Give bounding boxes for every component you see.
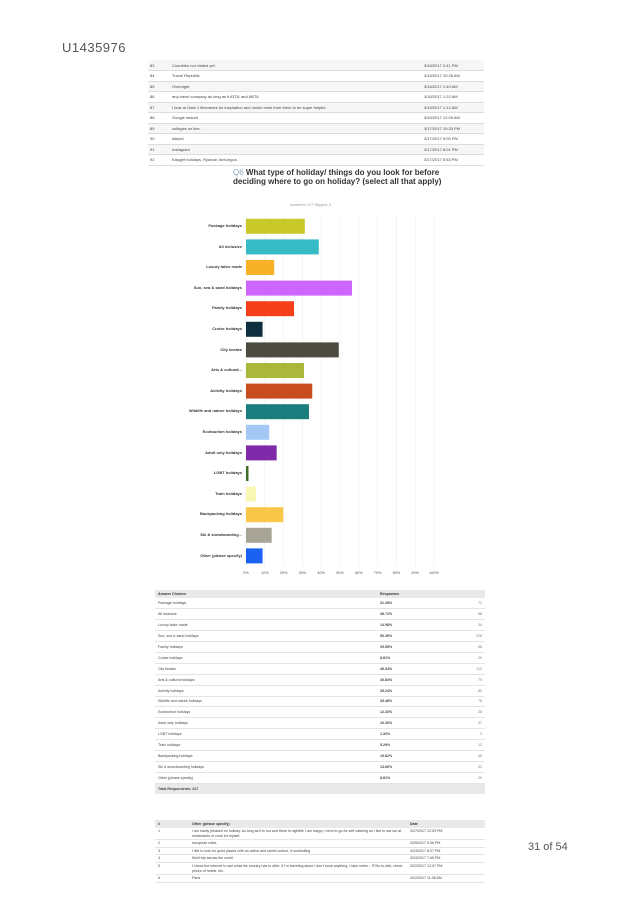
x-tick-label: 70% xyxy=(373,571,382,576)
previous-responses-table xyxy=(148,60,484,166)
bar xyxy=(246,363,304,378)
table-row xyxy=(155,609,485,620)
header-number: # xyxy=(155,820,189,828)
row-number: 84 xyxy=(148,71,170,82)
header-answer-choices: Answer Choices xyxy=(155,590,377,598)
table-row xyxy=(155,750,485,761)
bar xyxy=(246,466,248,481)
table-row xyxy=(155,663,485,674)
row-date: 3/16/2017 1:22 AM xyxy=(422,92,484,103)
table-row xyxy=(155,631,485,642)
row-text: Easyjet holidays, Ryanair, AerLingus. xyxy=(170,155,422,166)
total-row xyxy=(155,783,485,794)
row-number: 5 xyxy=(155,862,189,874)
table-row xyxy=(155,761,485,772)
x-tick-label: 20% xyxy=(279,571,288,576)
row-date: 3/22/2017 12:07 PM xyxy=(407,862,485,874)
bar xyxy=(246,548,263,563)
response-count: 37 xyxy=(435,718,485,729)
category-label: Cruise holidays xyxy=(212,325,242,331)
answer-choice: Family holidays xyxy=(155,642,377,653)
bar xyxy=(246,487,256,502)
table-row xyxy=(155,642,485,653)
table-row xyxy=(155,862,485,874)
answer-choice: Cruise holidays xyxy=(155,652,377,663)
row-date: 3/17/2017 8:01 PM xyxy=(422,144,484,155)
table-row xyxy=(148,155,484,166)
x-tick-label: 0% xyxy=(243,571,249,576)
answer-choice: Adult only holidays xyxy=(155,718,377,729)
row-number: 88 xyxy=(148,113,170,124)
x-tick-label: 80% xyxy=(392,571,401,576)
row-number: 3 xyxy=(155,847,189,855)
response-percent: 25.55% xyxy=(377,642,435,653)
response-percent: 5.29% xyxy=(377,740,435,751)
row-number: 1 xyxy=(155,828,189,840)
row-number: 83 xyxy=(148,60,170,71)
row-number: 91 xyxy=(148,144,170,155)
row-date: 3/25/2017 9:36 PM xyxy=(407,840,485,848)
question-title xyxy=(233,168,443,187)
response-percent: 12.33% xyxy=(377,707,435,718)
answer-choice: Wildlife and nature holidays xyxy=(155,696,377,707)
total-respondents: Total Respondents: 227 xyxy=(155,783,485,794)
row-date: 3/17/2017 6:53 PM xyxy=(422,155,484,166)
response-percent: 31.28% xyxy=(377,598,435,609)
response-count: 20 xyxy=(435,652,485,663)
response-count: 12 xyxy=(435,740,485,751)
category-label: Family holidays xyxy=(211,305,242,311)
row-number: 90 xyxy=(148,134,170,145)
table-row xyxy=(155,652,485,663)
answer-choice: City breaks xyxy=(155,663,377,674)
row-number: 89 xyxy=(148,123,170,134)
category-label: All inclusive xyxy=(218,243,242,249)
table-row xyxy=(148,134,484,145)
table-row xyxy=(148,60,484,71)
table-row xyxy=(148,81,484,92)
question-number: Q6 xyxy=(233,168,244,177)
row-text: Travel Republic xyxy=(170,71,422,82)
table-row xyxy=(155,772,485,783)
x-tick-label: 60% xyxy=(354,571,363,576)
row-date: 3/22/2017 11:06 AM xyxy=(407,875,485,883)
category-label: Ecotourism holidays xyxy=(202,428,242,434)
other-specify-table xyxy=(155,820,485,883)
answer-choice: Activity holidays xyxy=(155,685,377,696)
answer-choice: Backpacking holidays xyxy=(155,750,377,761)
category-label: Activity holidays xyxy=(210,387,242,393)
answer-choice: Ski & snowboarding holidays xyxy=(155,761,377,772)
table-row xyxy=(155,696,485,707)
answer-choice: Luxury tailor made xyxy=(155,620,377,631)
answer-choices-table xyxy=(155,590,485,794)
x-tick-label: 30% xyxy=(298,571,307,576)
row-date: 3/24/2017 8:27 PM xyxy=(407,847,485,855)
response-count: 31 xyxy=(435,761,485,772)
row-text: I am easily pleased on holiday. As long as it is hot and there is nightlife I am happy. I tend to go for self catering as I like to eat out at restaurants or cook for myself. xyxy=(189,828,407,840)
answer-choice: Train holidays xyxy=(155,740,377,751)
response-count: 3 xyxy=(435,729,485,740)
bar xyxy=(246,301,294,316)
row-date: 3/16/2017 1:12 AM xyxy=(422,102,484,113)
row-date: 3/16/2017 2:41 PM xyxy=(422,60,484,71)
category-label: Wildlife and nature holidays xyxy=(188,408,242,414)
row-text: I check the internet to see what the country has to offer. If I'm traveling alone I don't book anything. I take notes... POIs to visit, check prices of hotels, etc. xyxy=(189,862,407,874)
row-text: istepid xyxy=(170,134,422,145)
x-tick-label: 90% xyxy=(411,571,419,576)
response-count: 20 xyxy=(435,772,485,783)
response-percent: 49.34% xyxy=(377,663,435,674)
row-text: I look at Gate 1 itineraries for inspiration and model mine from them to be super helpful xyxy=(170,102,422,113)
response-count: 88 xyxy=(435,609,485,620)
answered-skipped: Answered: 227 Skipped: 8 xyxy=(290,203,331,207)
table-row xyxy=(148,144,484,155)
table-row xyxy=(148,92,484,103)
answer-choice: All inclusive xyxy=(155,609,377,620)
answer-choice: Arts & cultural holidays xyxy=(155,674,377,685)
x-tick-label: 50% xyxy=(336,571,344,576)
response-count: 45 xyxy=(435,750,485,761)
row-date: 3/16/2017 1:40 AM xyxy=(422,81,484,92)
header-date: Date xyxy=(407,820,485,828)
category-label: Arts & cultural... xyxy=(211,367,242,373)
bar xyxy=(246,445,277,460)
response-count: 80 xyxy=(435,685,485,696)
table-row xyxy=(155,875,485,883)
row-date: 3/17/2017 9:00 PM xyxy=(422,134,484,145)
row-text: Countries not visited yet xyxy=(170,60,422,71)
holiday-type-bar-chart xyxy=(140,208,450,578)
row-number: 2 xyxy=(155,840,189,848)
response-percent: 13.66% xyxy=(377,761,435,772)
table-row xyxy=(155,707,485,718)
answer-choice: Other (please specify) xyxy=(155,772,377,783)
table-row xyxy=(155,855,485,863)
row-number: 92 xyxy=(148,155,170,166)
bar xyxy=(246,260,274,275)
answer-choice: Package holidays xyxy=(155,598,377,609)
response-count: 28 xyxy=(435,707,485,718)
row-text: Paris xyxy=(189,875,407,883)
bar xyxy=(246,507,283,522)
category-label: Other (please specify) xyxy=(200,552,242,558)
table-row xyxy=(155,828,485,840)
category-label: Luxury tailor made xyxy=(206,264,242,270)
answer-choice: Sun, sea & sand holidays xyxy=(155,631,377,642)
response-percent: 38.72% xyxy=(377,609,435,620)
question-text: What type of holiday/ things do you look for before deciding where to go on holiday? (select all that apply) xyxy=(233,168,442,187)
table-row xyxy=(155,620,485,631)
response-percent: 1.32% xyxy=(377,729,435,740)
response-count: 128 xyxy=(435,631,485,642)
row-number: 4 xyxy=(155,855,189,863)
x-tick-label: 100% xyxy=(429,571,439,576)
row-number: 6 xyxy=(155,875,189,883)
row-text: I like to look for quiet places with an active and sweet culture, if snorkelling xyxy=(189,847,407,855)
x-tick-label: 10% xyxy=(260,571,269,576)
table-row xyxy=(148,113,484,124)
response-percent: 8.81% xyxy=(377,772,435,783)
header-count xyxy=(435,590,485,598)
row-text: european cities xyxy=(189,840,407,848)
response-percent: 8.81% xyxy=(377,652,435,663)
bar xyxy=(246,528,272,543)
response-percent: 33.48% xyxy=(377,696,435,707)
table-row xyxy=(148,102,484,113)
response-count: 58 xyxy=(435,642,485,653)
document-id: U1435976 xyxy=(62,40,126,55)
category-label: City breaks xyxy=(220,346,242,352)
row-date: 3/16/2017 12:06 AM xyxy=(422,113,484,124)
table-row xyxy=(155,718,485,729)
bar xyxy=(246,281,352,296)
x-tick-label: 40% xyxy=(317,571,325,576)
bar xyxy=(246,404,309,419)
row-number: 85 xyxy=(148,81,170,92)
bar xyxy=(246,239,319,254)
response-count: 34 xyxy=(435,620,485,631)
response-percent: 14.98% xyxy=(377,620,435,631)
category-label: Backpacking holidays xyxy=(199,511,242,517)
category-label: Ski & snowboarding... xyxy=(200,531,242,537)
table-row xyxy=(155,729,485,740)
row-text: any travel company as long as it ATOL and ABTA xyxy=(170,92,422,103)
row-number: 86 xyxy=(148,92,170,103)
page-number: 31 of 54 xyxy=(528,841,568,853)
row-date: 3/27/2017 12:03 PM xyxy=(407,828,485,840)
response-percent: 19.82% xyxy=(377,750,435,761)
response-count: 112 xyxy=(435,663,485,674)
answer-choice: LGBT holidays xyxy=(155,729,377,740)
category-label: Package holidays xyxy=(208,222,242,228)
table-row xyxy=(155,685,485,696)
category-label: LGBT holidays xyxy=(213,470,242,476)
response-count: 76 xyxy=(435,696,485,707)
table-row xyxy=(155,847,485,855)
row-text: Google search xyxy=(170,113,422,124)
response-percent: 35.24% xyxy=(377,685,435,696)
response-percent: 56.39% xyxy=(377,631,435,642)
header-responses: Responses xyxy=(377,590,435,598)
bar xyxy=(246,384,312,399)
row-date: 3/24/2017 7:45 PM xyxy=(407,855,485,863)
table-row xyxy=(155,740,485,751)
response-percent: 16.30% xyxy=(377,718,435,729)
category-label: Adult only holidays xyxy=(205,449,242,455)
row-text: Instagram xyxy=(170,144,422,155)
row-text: Multi trip across the world xyxy=(189,855,407,863)
table-row xyxy=(155,598,485,609)
row-text: colleges on line. xyxy=(170,123,422,134)
row-text: Overnight xyxy=(170,81,422,92)
table-row xyxy=(148,123,484,134)
bar xyxy=(246,219,305,234)
bar xyxy=(246,342,339,357)
table-row xyxy=(148,71,484,82)
bar xyxy=(246,322,263,337)
response-count: 70 xyxy=(435,674,485,685)
answer-choice: Ecotourism holidays xyxy=(155,707,377,718)
bar xyxy=(246,425,269,440)
response-percent: 30.84% xyxy=(377,674,435,685)
row-date: 3/16/2017 10:26 AM xyxy=(422,71,484,82)
row-number: 87 xyxy=(148,102,170,113)
response-count: 71 xyxy=(435,598,485,609)
table-row xyxy=(155,674,485,685)
category-label: Train holidays xyxy=(215,490,242,496)
table-row xyxy=(155,840,485,848)
category-label: Sun, sea & sand holidays xyxy=(193,284,242,290)
row-date: 3/17/2017 10:33 PM xyxy=(422,123,484,134)
header-other: Other (please specify) xyxy=(189,820,407,828)
